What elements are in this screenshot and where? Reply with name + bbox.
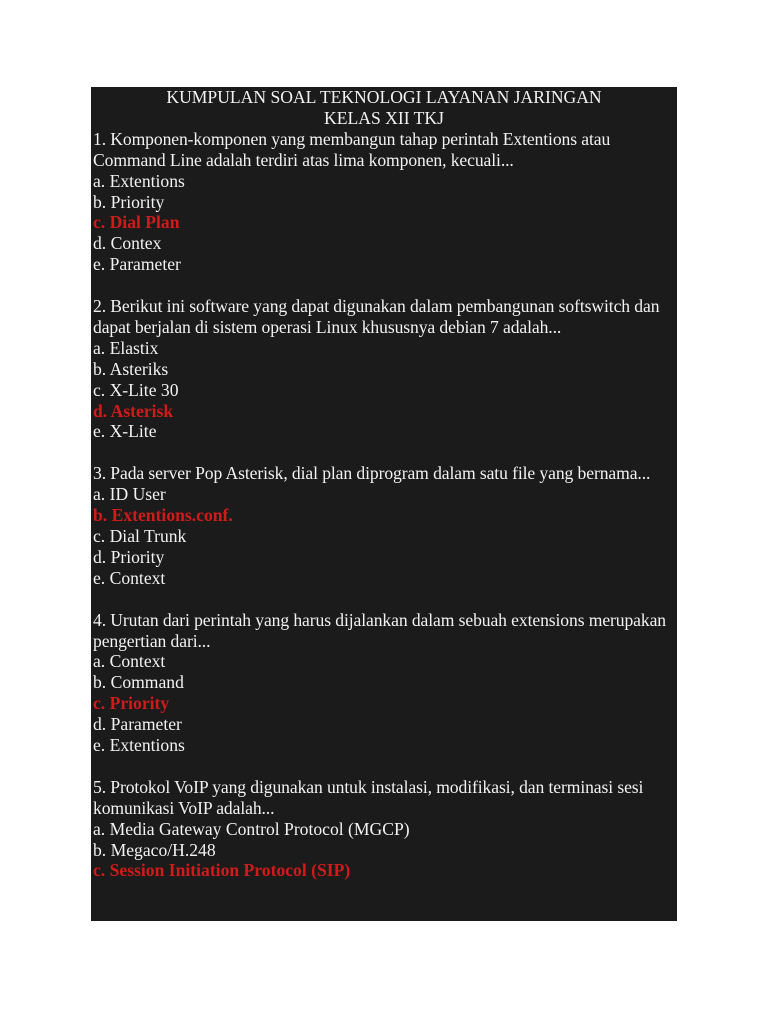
- option-c: c. Dial Trunk: [93, 526, 187, 546]
- title-line-2: KELAS XII TKJ: [324, 107, 444, 128]
- option-c-correct-answer: c. Dial Plan: [93, 212, 180, 233]
- option-c: c. X-Lite 30: [93, 379, 179, 400]
- question-text: 2. Berikut ini software yang dapat digunakan dalam pembangunan softswitch dan dapat berjalan di sistem operasi Linux khususnya debian 7 adalah...: [93, 296, 660, 337]
- option-a: a. Media Gateway Control Protocol (MGCP): [93, 818, 410, 839]
- option-d: d. Priority: [93, 546, 165, 567]
- option-b-correct-answer: b. Extentions.conf.: [93, 505, 233, 526]
- option-c-correct-answer: c. Session Initiation Protocol (SIP): [93, 860, 351, 881]
- option-e: e. Extentions: [93, 735, 185, 756]
- document-page: [91, 87, 677, 921]
- option-e: e. X-Lite: [93, 421, 157, 442]
- option-d-correct-answer: d. Asterisk: [93, 400, 174, 421]
- option-d: d. Parameter: [93, 714, 182, 735]
- question-5: [93, 777, 675, 882]
- question-text: 3. Pada server Pop Asterisk, dial plan diprogram dalam satu file yang bernama...: [93, 463, 651, 484]
- question-4: [93, 610, 675, 756]
- question-2: [93, 296, 675, 442]
- option-e: e. Context: [93, 567, 166, 588]
- option-b: b. Command: [93, 672, 184, 693]
- question-text: 4. Urutan dari perintah yang harus dijalankan dalam sebuah extensions merupakan pengertian dari...: [93, 609, 666, 651]
- document-title: [93, 87, 675, 129]
- option-a: a. Extentions: [93, 170, 185, 191]
- option-b: b. Asteriks: [93, 358, 169, 379]
- option-a: a. Elastix: [93, 337, 159, 358]
- option-a: a. Context: [93, 651, 166, 672]
- option-a: a. ID User: [93, 484, 166, 505]
- option-c-correct-answer: c. Priority: [93, 693, 170, 714]
- question-text: 1. Komponen-komponen yang membangun tahap perintah Extentions atau Command Line adalah terdiri atas lima komponen, kecuali...: [93, 128, 611, 170]
- question-text: 5. Protokol VoIP yang digunakan untuk instalasi, modifikasi, dan terminasi sesi komunikasi VoIP adalah...: [93, 776, 644, 818]
- option-e: e. Parameter: [93, 254, 181, 275]
- question-3: [93, 463, 675, 588]
- option-b: b. Megaco/H.248: [93, 839, 216, 860]
- title-line-1: KUMPULAN SOAL TEKNOLOGI LAYANAN JARINGAN: [166, 87, 602, 107]
- option-d: d. Contex: [93, 233, 162, 254]
- option-b: b. Priority: [93, 191, 165, 212]
- question-1: [93, 129, 675, 275]
